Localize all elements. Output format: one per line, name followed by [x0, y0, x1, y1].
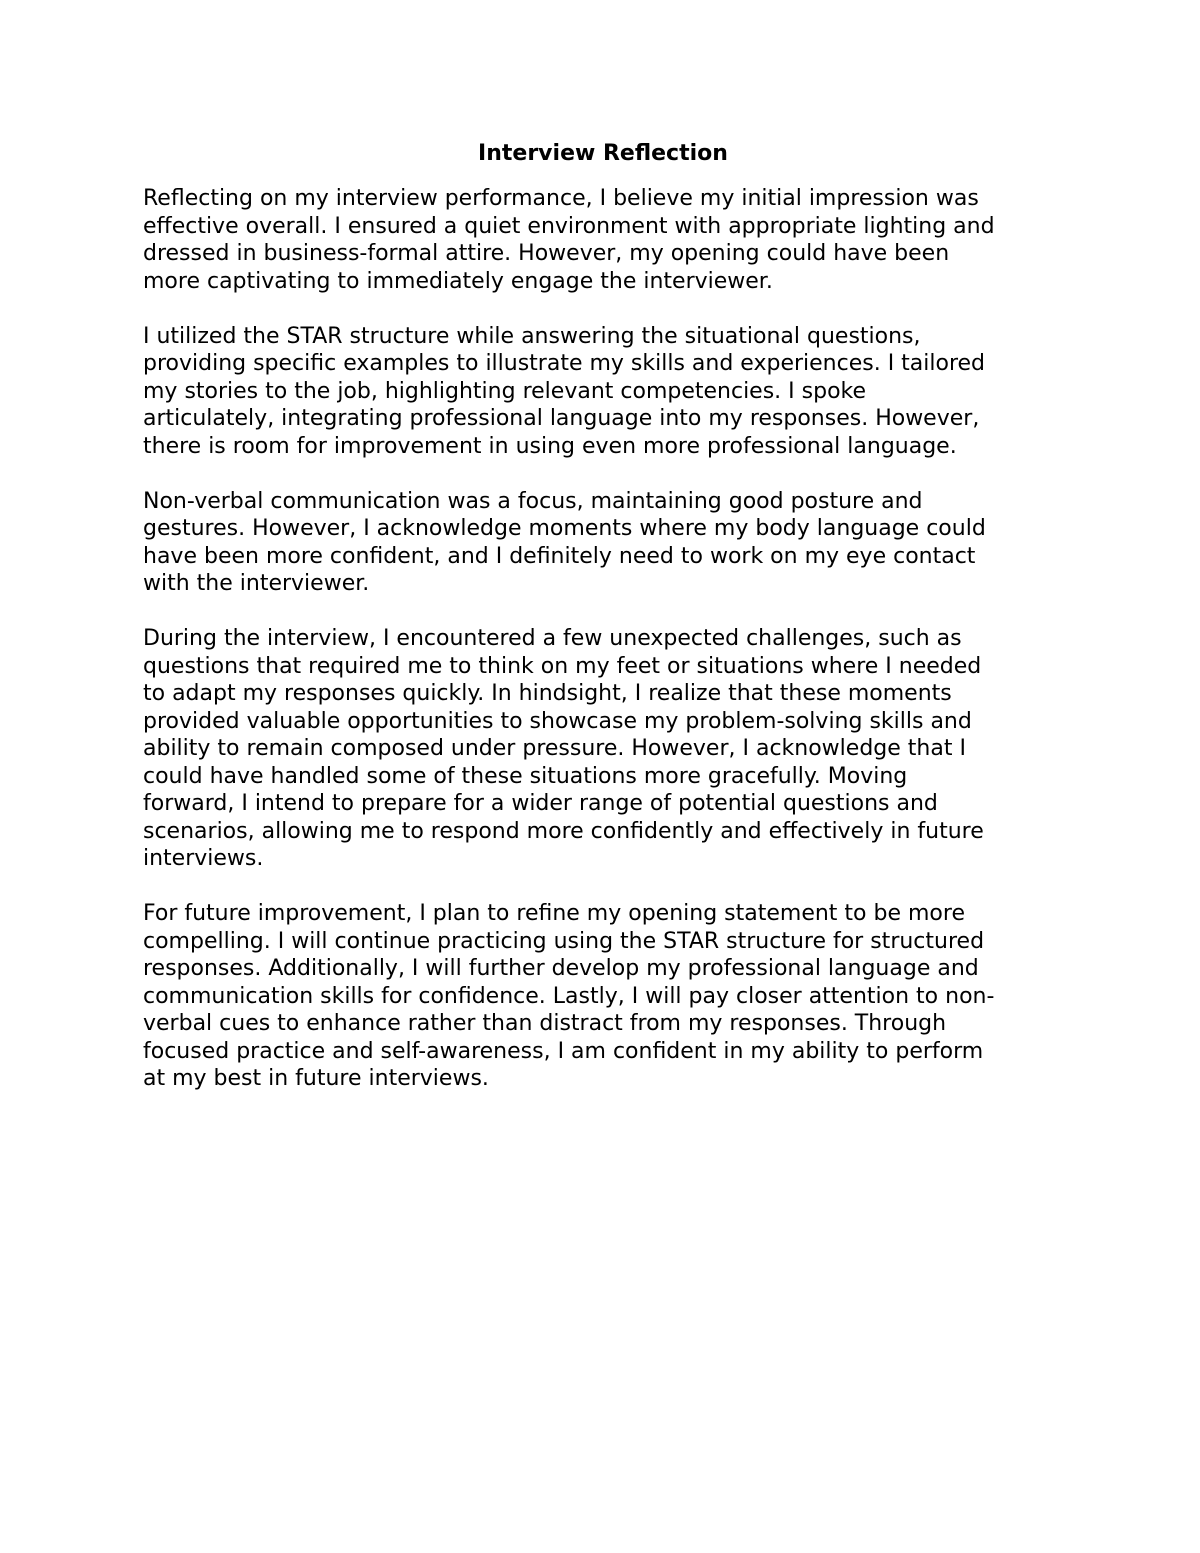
- paragraph-future-improvement: For future improvement, I plan to refine my opening statement to be more compelling. I will continue practicing using the STAR structure for structured responses. Additionally, I will further develop my professional language and communication skills for confidence. Lastly, I will pay closer attention to non- verbal cues to enhance rather than distract from my responses. Through focused practice and self-awareness, I am confident in my ability to perform at my best in future interviews.: [143, 901, 995, 1091]
- paragraph-challenges: During the interview, I encountered a few unexpected challenges, such as questions that required me to think on my feet or situations where I needed to adapt my responses quickly. In hindsight, I realize that these moments provided valuable opportunities to showcase my problem-solving skills and ability to remain composed under pressure. However, I acknowledge that I could have handled some of these situations more gracefully. Moving forward, I intend to prepare for a wider range of potential questions and scenarios, allowing me to respond more confidently and effectively in future interviews.: [143, 626, 984, 871]
- paragraph-star-structure: I utilized the STAR structure while answering the situational questions, providing specific examples to illustrate my skills and experiences. I tailored my stories to the job, highlighting relevant competencies. I spoke articulately, integrating professional language into my responses. However, there is room for improvement in using even more professional language.: [143, 323, 986, 459]
- document-title: Interview Reflection: [478, 141, 728, 166]
- paragraph-first-impression: Reflecting on my interview performance, I believe my initial impression was effective overall. I ensured a quiet environment with appropriate lighting and dressed in business-formal attire. However, my opening could have been more captivating to immediately engage the interviewer.: [143, 186, 995, 294]
- document-body: [143, 139, 1063, 1120]
- paragraph-non-verbal: Non-verbal communication was a focus, maintaining good posture and gestures. However, I acknowledge moments where my body language could have been more confident, and I definitely need to work on my eye contact with the interviewer.: [143, 488, 986, 596]
